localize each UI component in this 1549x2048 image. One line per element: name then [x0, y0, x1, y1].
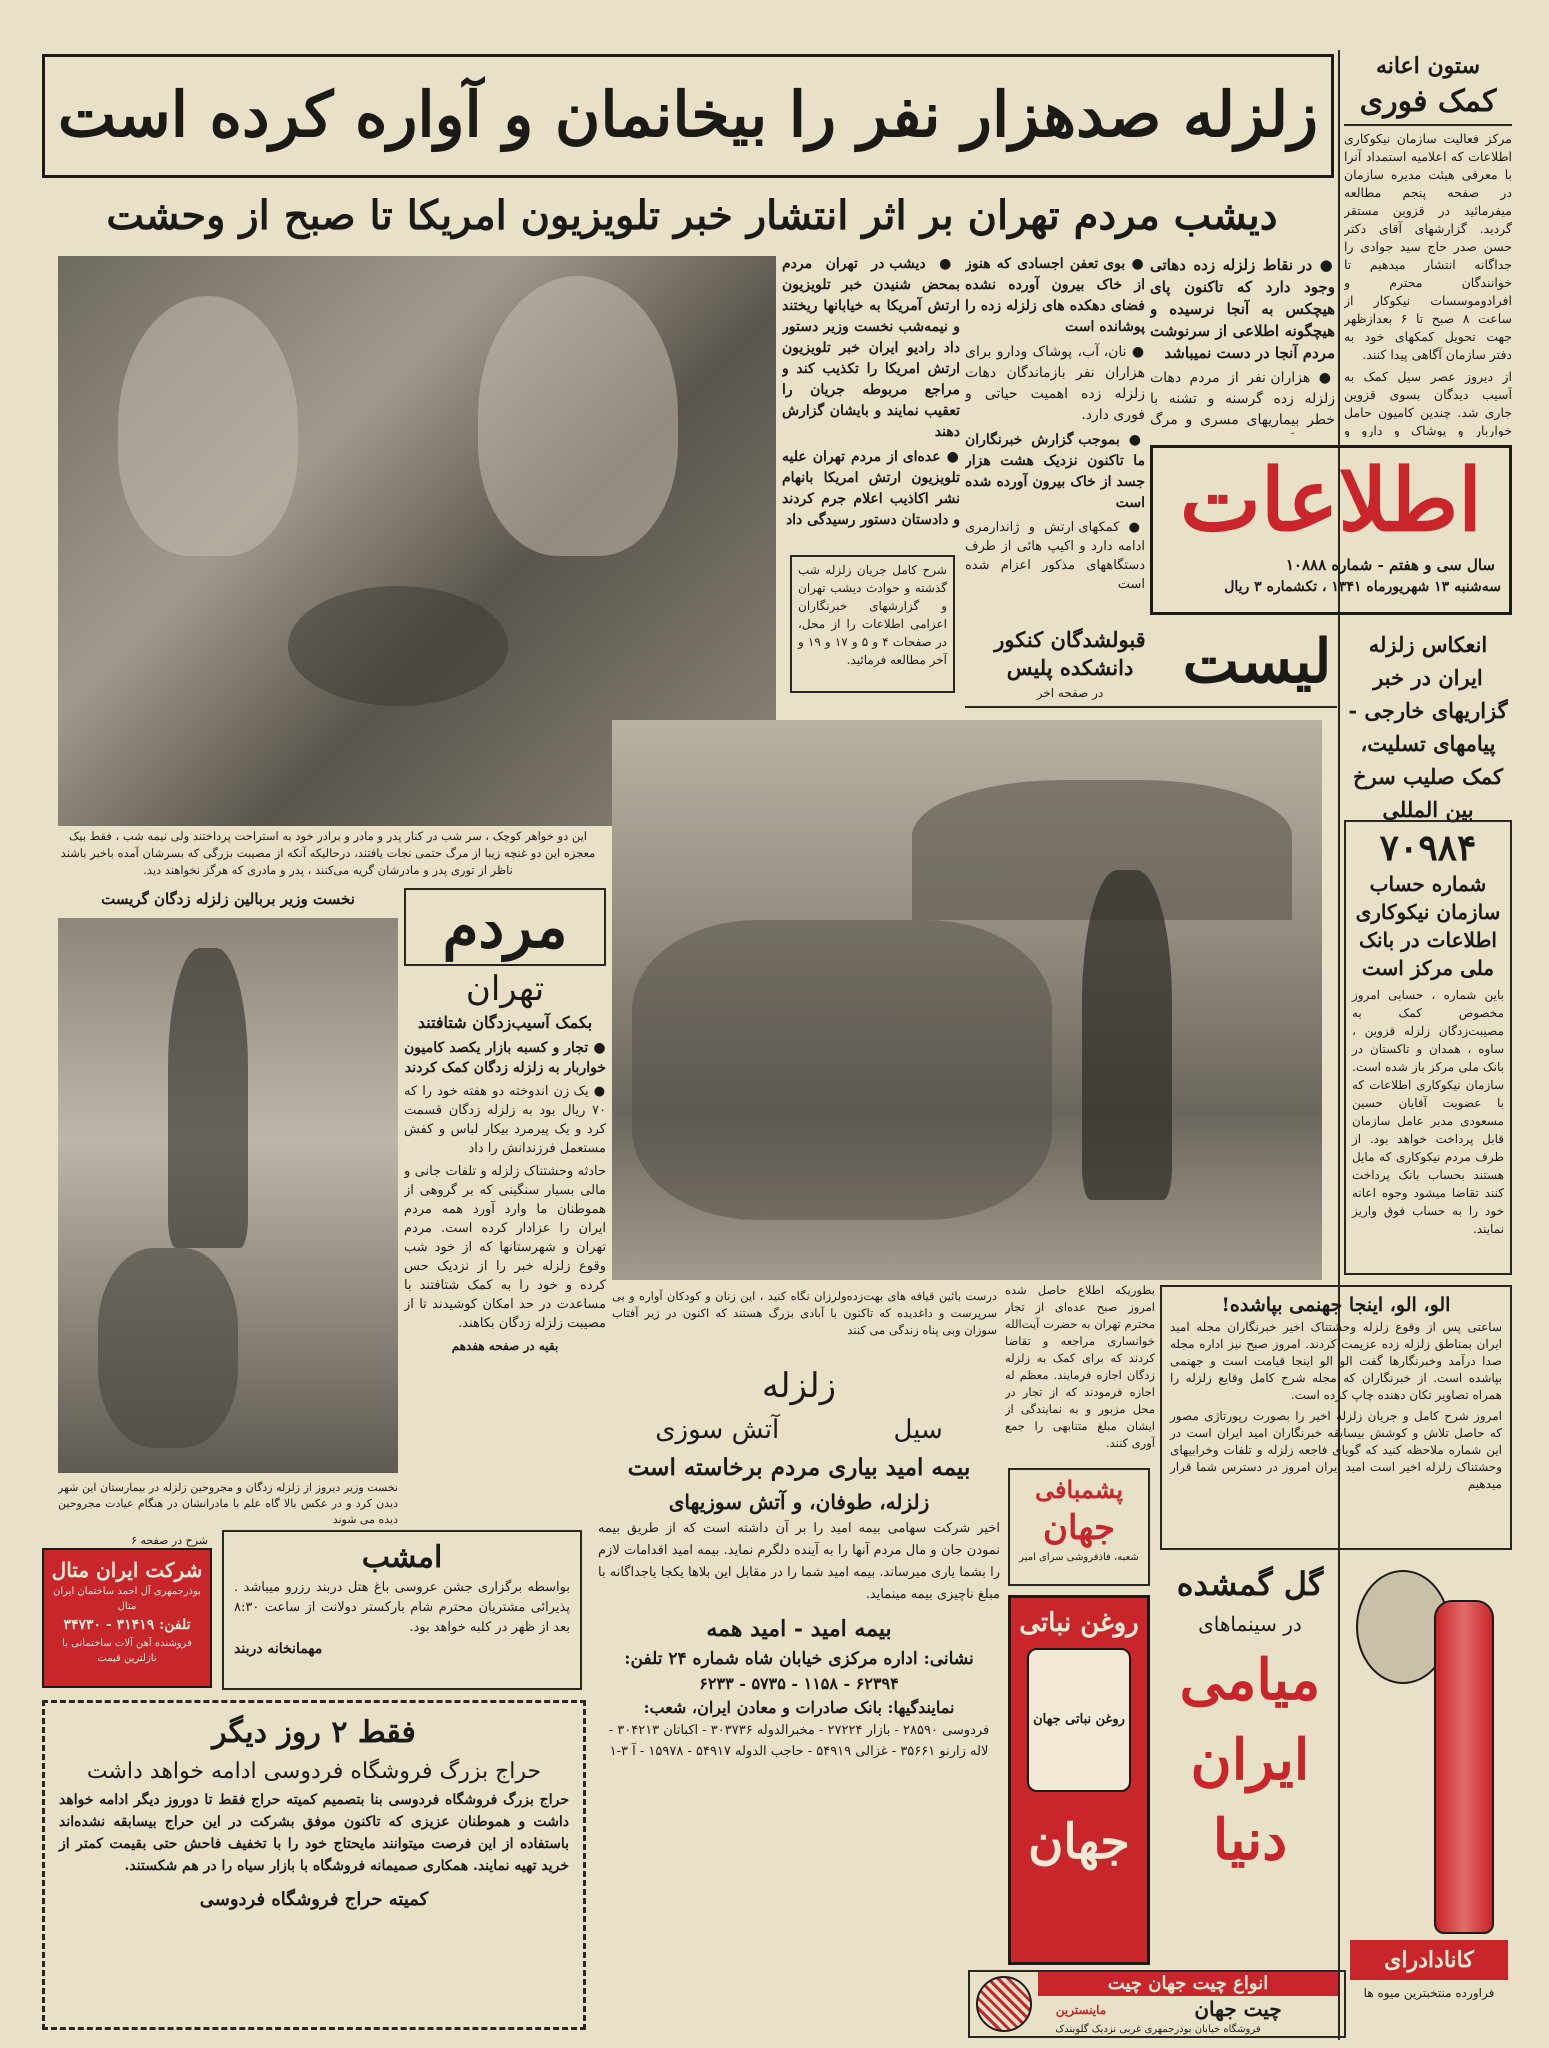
chit-main: چیت جهان: [1194, 1997, 1282, 2021]
list-box-ref: در صفحه اخر: [1036, 686, 1104, 700]
ad-insurance: [598, 1362, 1000, 2032]
child-figure-left: [118, 296, 298, 556]
ad-jahan-shampoo: [1008, 1468, 1150, 1586]
ferdowsi-title: فقط ۲ روز دیگر: [212, 1715, 416, 1750]
cinema-sub: در سینماهای: [1198, 1612, 1302, 1636]
canada-bottle: [1434, 1600, 1494, 1934]
cinema-title: گل گمشده: [1176, 1565, 1324, 1603]
reflection-text: انعکاس زلزله ایران در خبر گزاریهای خارجی - پیامهای تسلیت، کمک صلیب سرخ بین المللی: [1348, 632, 1508, 822]
iran-metal-line1: بوذرجمهری آل احمد ساختمان ایران متال: [53, 1586, 201, 1612]
ad-column-title: ستون اعانه: [1375, 53, 1481, 79]
tonight-sign: مهمانخانه دربند: [234, 1641, 323, 1657]
insurance-branch-list: فردوسی ۲۸۵۹۰ - بازار ۲۷۲۲۴ - مخبرالدوله ۳۰۳۷۳۶ - اکباتان ۳۰۴۲۱۳ - لاله زارنو ۳۵۶۶۱ - غزالی ۵۴۹۱۹ - حاجب الدوله ۵۴۹۱۷ - ۱۵۹۷۸ - آ ۳-۱: [608, 1723, 990, 1759]
shampoo-sub: شعبه، فاذفروشی سرای امیر: [1019, 1552, 1139, 1563]
shampoo-name: جهان: [1042, 1508, 1116, 1548]
ad-tonight: [222, 1530, 582, 1690]
masthead: [1150, 445, 1512, 615]
ferdowsi-body: حراج بزرگ فروشگاه فردوسی بنا بتصمیم کمیته حراج فقط تا دوروز دیگر ادامه خواهد داشت و هموطنان عزیزی که تاکنون موفق بشرکت در این حراج بیسابقه نشده‌اند باستفاده از این فرصت میتوانند مایحتاج خود را با تخفیف فاحش حتی بقیمت کمتر از خرید تهیه نمایند. همکاری صمیمانه فروشگاه با بازار سیاه را در هم شکستند.: [59, 1792, 569, 1874]
insurance-perils: [598, 1410, 1000, 1450]
people-item: ● یک زن اندوخته دو هفته خود را که ۷۰ ریال بود به زلزله زدگان قسمت کرد و یک پیرمرد بیکار لباس و کفش مستعمل فرزندانش را داد: [404, 1082, 606, 1158]
list-box-line1: قبولشدگان کنکور: [994, 627, 1146, 652]
people-box: [404, 888, 606, 1488]
people-item: ● تجار و کسبه بازار یکصد کامیون خواربار به زلزله زدگان کمک کردند: [404, 1038, 606, 1078]
news-item: ● عده‌ای از مردم تهران علیه تلویزیون ارتش امریکا بانهام نشر اکاذیب اعلام جرم کردند و دادستان دستور رسیدگی داد: [782, 447, 960, 531]
chit-address: فروشگاه خیابان بوذرجمهری غربی نزدیک گلوبندک: [1055, 2024, 1261, 2035]
list-box: [965, 620, 1337, 708]
people-body: [404, 1038, 606, 1356]
camp-caption: درست بائین قیافه های بهت‌زده‌ولرزان نگاه کنید ، این زنان و کودکان آواره و بی سرپرست و داغدیده که تاکنون با آبادی بزرگ هستند که اکنون در زیر آفتاب سوزان وبی پناه زندگی می کنند: [612, 1289, 997, 1337]
ferdowsi-sign: کمیته حراج فروشگاه فردوسی: [199, 1889, 429, 1910]
insurance-address: نشانی: اداره مرکزی خیابان شاه شماره ۲۴ تلفن:: [624, 1649, 974, 1669]
pm-title: نخست وزیر بربالین زلزله زدگان گریست: [101, 890, 355, 908]
iran-metal-line2: فروشنده آهن آلات ساختمانی با نازلترین قیمت: [62, 1638, 192, 1664]
reporter-note: بطوریکه اطلاع حاصل شده امروز صبح عده‌ای از تجار محترم تهران به حضرت آیت‌الله خوانساری مراجعه و تقاضا کردند که برای کمک به زلزله زدگان اجازه فرمایند. معظم له اجازه فرمودند که از تجار در محل مزبور و به نمایندگی از ایشان مبلغ متنابهی را جمع آوری کنند.: [1005, 1283, 1155, 1450]
cinema-line3: دنیا: [1212, 1807, 1288, 1873]
oil-can-label: روغن نباتی جهان: [1033, 1712, 1125, 1727]
ad-oil: [1008, 1595, 1150, 1965]
ad-column-body: مرکز فعالیت سازمان نیکوکاری اطلاعات که اعلامیه استمداد آنرا با معرفی هیئت مدیره سازمان در صفحه پنجم مطالعه میفرمائید در قزوین مستقر گردید. گزارشهای آقای دکتر حسن صدر حاج سید جوادی را جداگانه انتشار میدهیم تا خوانندگان محترم و افرادوموسسات نیکوکار از ساعت ۸ صبح تا ۶ بعدازظهر جهت تحویل کمکهای خود به دفتر سازمان آگاهی پیدا کنند.: [1344, 131, 1512, 362]
insurance-peril: سیل: [893, 1415, 943, 1445]
list-box-line2: دانشکده پلیس: [1006, 655, 1134, 680]
reflection-box: [1344, 628, 1512, 823]
masthead-date: سه‌شنبه ۱۳ شهریورماه ۱۳۴۱ ، تکشماره ۳ ریال: [1224, 579, 1501, 595]
news-item: ● هزاران نفر از مردم دهات زلزله زده گرسنه و تشنه با خطر بیماریهای مسری و مرگ: [1150, 368, 1335, 434]
cinema-line2: ایران: [1190, 1727, 1310, 1793]
news-mid: [965, 254, 1145, 610]
news-item: ● دیشب در تهران مردم بمحض شنیدن خبر تلویزیون ارتش آمریکا به خیابانها ریختند و نیمه‌شب نخست وزیر دستور داد رادیو ایران خبر تلویزیون ارتش امریکا را تکذیب کند و مراجع مربوطه جریان را تعقیب نمایند و بایشان گزارش دهند: [782, 254, 960, 443]
news-mid-right: [1150, 254, 1335, 434]
insurance-head: بیمه امید بیاری مردم برخاسته است: [627, 1454, 971, 1481]
insurance-sub: زلزله، طوفان، و آتش سوزیهای: [668, 1490, 930, 1514]
account-title: شماره حساب سازمان نیکوکاری اطلاعات در بانک ملی مرکز است: [1355, 872, 1501, 980]
woman-figure: [1082, 870, 1172, 1200]
people-city: تهران: [465, 969, 545, 1009]
news-item: ● کمکهای ارتش و ژاندارمری ادامه دارد و اکیپ هائی از طرف دستگاههای مذکور اعزام شده است: [965, 518, 1145, 594]
news-item: ● نان، آب، پوشاک ودارو برای هزاران نفر بازماندگان دهات زلزله زده اهمیت حیاتی و فوری دارد.: [965, 342, 1145, 426]
crowd: [632, 920, 1052, 1220]
chit-top: انواع چیت جهان چیت: [1038, 1972, 1338, 1996]
tonight-title: امشب: [361, 1540, 443, 1575]
canada-tagline: فراورده منتخبترین میوه ها: [1363, 1986, 1495, 2000]
pm-caption: نخست وزیر دیروز از زلزله زدگان و مجروحین زلزله در بیمارستان این شهر دیدن کرد و در عکس بالا گاه علم با مادرانشان در هنگام عیادت مجروحین دیده می شوند: [58, 1481, 398, 1526]
hello-box: [1160, 1285, 1512, 1550]
oil-can: [1027, 1648, 1131, 1792]
ad-canada-dry: [1346, 1560, 1512, 2030]
headline-main: زلزله صدهزار نفر را بیخانمان و آواره کرده است: [57, 78, 1319, 151]
pm-caption-ref: شرح در صفحه ۶: [131, 1534, 208, 1547]
insurance-slogan: بیمه امید - امید همه: [706, 1616, 892, 1642]
ferdowsi-sub: حراج بزرگ فروشگاه فردوسی ادامه خواهد داشت: [86, 1759, 542, 1784]
headline-sub: دیشب مردم تهران بر اثر انتشار خبر تلویزیون امریکا تا صبح از وحشت: [106, 192, 1278, 239]
hello-title: الو، الو، اینجا جهنمی بپاشده!: [1221, 1294, 1451, 1316]
bowl: [288, 586, 508, 706]
people-continued: بقیه در صفحه هفدهم: [451, 1339, 559, 1353]
ad-column-body2: از دیروز عصر سیل کمک به آسیب دیدگان بسوی قزوین جاری شد. چندین کامیون حامل خواربار و پوشاک و دارو و: [1344, 369, 1512, 437]
people-text: حادثه وحشتناک زلزله و تلفات جانی و مالی بسیار سنگینی که بر گروهی از هموطنان ما وارد آورد همه مردم ایران را عزادار کرده است. مردم تهران و شهرستانها که از خود شب وقوع زلزله خبر را از نزدیک حس کرده و خود را به کمک شتافتند با مساعدت در حد امکان کوشیدند تا از مصیبت زلزله زدگان بکاهند.: [404, 1164, 606, 1331]
patient-figure: [98, 1248, 238, 1448]
news-left-boxed: شرح کامل جریان زلزله شب گذشته و حوادث دیشب تهران و گزارشهای خبرنگاران اعزامی اطلاعات را از محل، در صفحات ۴ و ۵ و ۱۷ و ۱۹ و آخر مطالعه فرمائید.: [790, 555, 955, 693]
oil-bottom: جهان: [1028, 1814, 1130, 1870]
masthead-logo: اطلاعات: [1179, 450, 1483, 551]
masthead-year: سال سی و هفتم - شماره ۱۰۸۸۸: [1285, 556, 1495, 574]
camp-photo: [612, 720, 1322, 1280]
headline-box: [42, 54, 1334, 178]
chit-brand: ماینسترین: [1055, 2003, 1107, 2017]
cinema-line1: میامی: [1179, 1647, 1321, 1713]
hello-body: ساعتی پس از وقوع زلزله وحشتناک اخیر خبرنگاران مجله امید ایران بمناطق زلزله زده عزیمت کردند. امروز صبح نیز اداره مجله صدا درآمد وخبرنگارها گفت الو الو اینجا قیامت است و جهنمی بپاشده است. از خبرنگاران که مجله شرح کامل وقایع زلزله را همراه تصاویر تکان دهنده چاپ کرده است.: [1170, 1320, 1502, 1402]
ad-ferdowsi: [42, 1700, 586, 2030]
ad-column-subtitle: کمک فوری: [1344, 80, 1512, 126]
account-number: ۷۰۹۸۴: [1379, 827, 1477, 869]
news-item: ● بموجب گزارش خبرنگاران ما تاکنون نزدیک هشت هزار جسد از خاک بیرون آورده شده است: [965, 430, 1145, 514]
ad-iran-metal: [42, 1548, 212, 1688]
news-item: ● بوی تعفن اجسادی که هنوز از خاک بیرون آورده نشده فضای دهکده های زلزله زده را پوشانده است: [965, 254, 1145, 338]
pm-figure: [168, 948, 248, 1248]
insurance-phones: ۶۲۳۹۴ - ۱۱۵۸ - ۵۷۳۵ - ۶۲۳۳: [699, 1674, 899, 1693]
iran-metal-phone: تلفن: ۳۱۴۱۹ - ۳۴۷۳۰: [63, 1617, 191, 1633]
account-box: [1344, 820, 1512, 1275]
insurance-branches: نمایندگیها: بانک صادرات و معادن ایران، شعب:: [643, 1698, 955, 1717]
account-body: باین شماره ، حسابی امروز مخصوص کمک به مصیبت‌زدگان زلزله قزوین ، ساوه ، همدان و تاکستان در بانک ملی مرکز باز شده است. سازمان نیکوکاری اطلاعات که با عضویت آقایان حسین مسعودی مدیر عامل سازمان قابل پرداخت خواهد بود. از طرف مردم نیکوکاری که مایل هستند بحساب بانک پرداخت کنند تقاضا میشود وجوه اعانه خود را به حساب فوق واریز نمایند.: [1352, 988, 1504, 1236]
children-caption: این دو خواهر کوچک ، سر شب در کنار پدر و مادر و برادر خود به استراحت پرداختند ولی نیمه شب ، فقط بیک معجزه این دو غنچه زیبا از مرگ حتمی نجات یافتند، درحالیکه آنکه از مصیبت بزرگی که بسرشان آمده باخبر باشند ناظر از توری پدر و مادرشان گریه می‌کنند ، پدر و مادری که هرگز نخواهند دید.: [60, 829, 596, 877]
news-left: [782, 254, 960, 554]
people-title: مردم: [404, 888, 606, 966]
ad-column: [1344, 52, 1512, 437]
child-figure-right: [478, 276, 678, 556]
news-item: ● در نقاط زلزله زده دهاتی وجود دارد که تاکنون پای هیچکس به آنجا نرسیده و هیچگونه اطلاعی از سرنوشت مردم آنجا در دست نمیباشد: [1150, 254, 1335, 364]
hello-body2: امروز شرح کامل و جریان زلزله اخیر را بصورت رپورتاژی مصور که حاصل تلاش و کوشش بیسابقه خبرنگاران امید ایران است در این شماره ملاحظه کنید که گویای فاجعه زلزله و تلفات وخرابیهای وحشتناک زلزله اخیر است امید ایران امروز در دسترس شما قرار میدهیم: [1170, 1409, 1502, 1491]
shampoo-brand: پشمبافی: [1035, 1475, 1123, 1504]
ad-cinema: [1160, 1560, 1340, 1920]
iran-metal-name: شرکت ایران متال: [51, 1558, 203, 1582]
oil-title: روغن نباتی: [1019, 1608, 1139, 1638]
insurance-top: زلزله: [761, 1366, 837, 1406]
insurance-body: اخیر شرکت سهامی بیمه امید را بر آن داشته است که از طریق بیمه نمودن جان و مال مردم آنها را به آینده دلگرم نماید. بیمه امید اقدامات لازم را بشما یاری میرساند. بیمه امید شما را در مقابل این بلاها یکجا یاجداگانه با مبلغ ناچیزی بیمه مینماید.: [598, 1521, 1000, 1602]
canada-brand: کانادادرای: [1350, 1940, 1508, 1980]
people-sub: بکمک آسیب‌زدگان شتافتند: [417, 1013, 593, 1032]
pm-photo: [58, 918, 398, 1473]
list-box-big: لیست: [1182, 627, 1332, 697]
tonight-body: بواسطه برگزاری جشن عروسی باغ هتل دربند رزرو میباشد . پذیرائی مشتریان محترم شام بارکستر دولانت از ساعت ۸:۳۰ بعد از ظهر در کلبه خواهد بود.: [234, 1580, 570, 1635]
insurance-peril: آتش سوزی: [655, 1415, 780, 1445]
ad-chit: [968, 1970, 1346, 2038]
